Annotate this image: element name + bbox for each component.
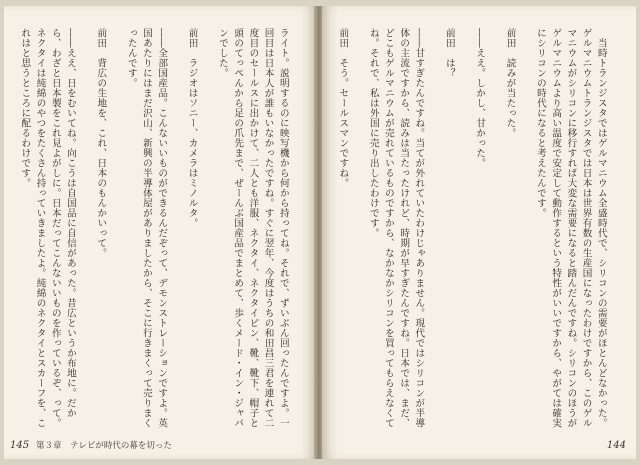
- left-paragraph: ――全部国産品。こんないいものができるんだぞって、デモンストレーションですよ。英国あたりにはまだ沢山、新興の半導体屋がありましたから、そこに行きまくって売りまくったんです。: [125, 28, 168, 428]
- left-paragraph: ――ええ、日をむいてね。向こうは自国品に自信があった。昔広というか布地に。だから、わざと日本製をこれ見よがしに。日本だってこんないいものを作っているぞ、って。ネクタイは純綿のやつをたくさん持っていきましたよ。純綿のネクタイとスカーフを、これはと思うところに配るわけです。: [19, 28, 76, 428]
- right-paragraph: 前田 読みが当たった。: [504, 28, 516, 138]
- left-paragraph: 前田 ラジオはソニー、カメラはミノルタ。: [186, 28, 198, 228]
- left-paragraph: 前田 背広の生地を、これ、日本のもんかいって。: [95, 28, 107, 258]
- left-page: [4, 6, 316, 459]
- right-paragraph: ――ええ。しかし、甘かった。: [474, 28, 486, 168]
- page-number-left: 145: [10, 440, 30, 451]
- right-paragraph: 前田 そう。セールスマンですね。: [337, 28, 349, 188]
- right-paragraph: 前田 は？: [443, 28, 455, 78]
- right-paragraph: 当時トランジスタではゲルマニウム全盛時代で、シリコンの需要がほとんどなかった。ゲルマニウムトランジスタでは日本は世界有数の生産国になったわけですから、このゲルマニウムがシリコンに移行すれば大変な需要になると踏んだんですね。シリコンのほうがゲルマニウムより高い温度で安定して動作するという特性がいいですから、やがては確実にシリコンの時代になると考えたんです。: [534, 28, 607, 428]
- left-page-body: [14, 28, 306, 428]
- page-number-right: 144: [606, 440, 626, 451]
- right-page-body: [326, 28, 624, 428]
- right-paragraph: ――甘すぎたんですね。当てが外れていたわけじゃありません。現代ではシリコンが半導体の主流ですから、読みは当たったけれど、時期が早すぎたんですね。日本では、まだ、どこもゲルマニウムが売れているものですから、なかなかシリコンを買ってもらえなくてね。それで、私は外国に売り出したわけです。: [367, 28, 425, 428]
- right-page: [322, 6, 636, 459]
- running-header-chapter: 第３章 テレビが時代の幕を切った: [36, 441, 172, 451]
- left-paragraph: ライト。説明するのに映写機から何から持ってね。それで、ずいぶん回ったんですよ。一回目は日本人が誰もいなかったですね。すぐに翌年、今度はうちの和田昌三君を連れて二度目のセールスに出かけて、二人とも洋服、ネクタイ、ネクタイピン、靴、靴下、帽子と頭のてっぺんから足の爪先まで、ぜーんぶ国産品でまとめて、歩くメード・イン・ジャパンでした。: [216, 28, 289, 428]
